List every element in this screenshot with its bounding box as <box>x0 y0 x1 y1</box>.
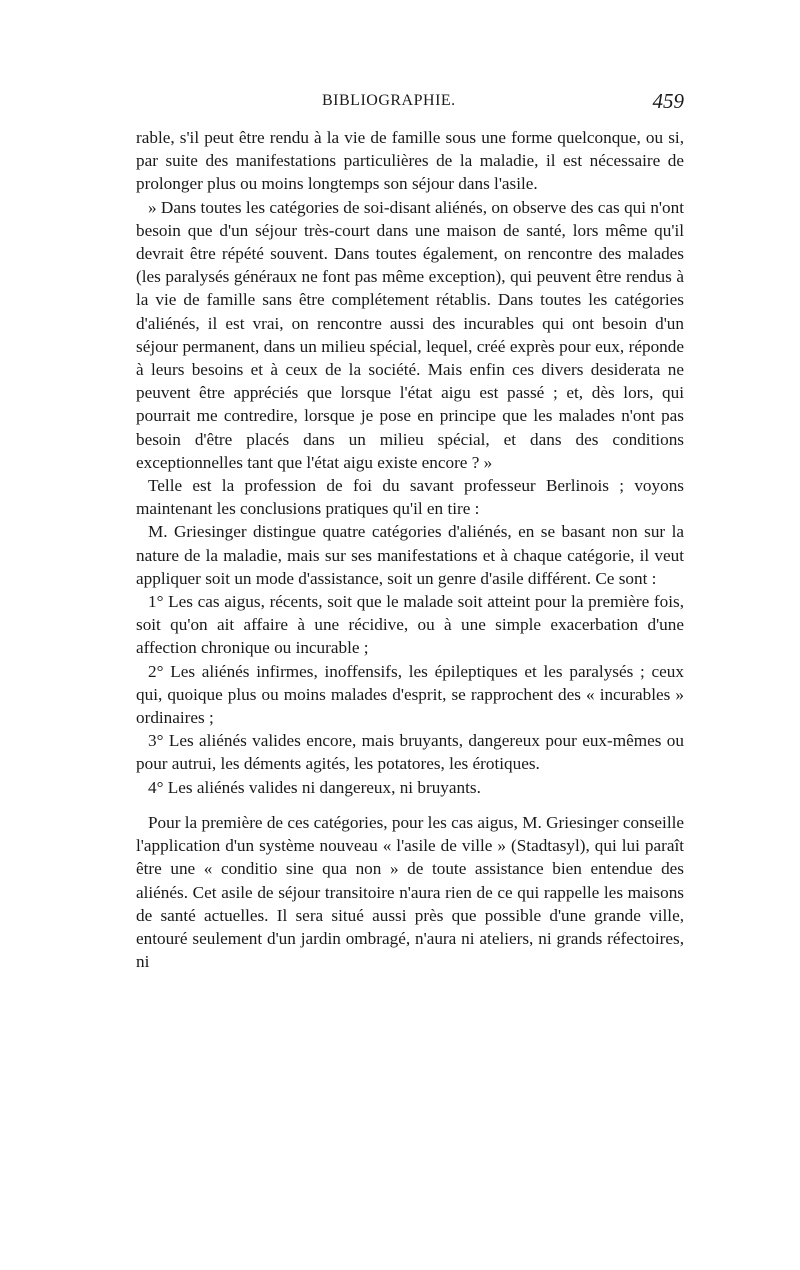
list-item-category-4: 4° Les aliénés valides ni dangereux, ni bruyants. <box>148 777 481 797</box>
paragraph-profession-de-foi: Telle est la profession de foi du savant professeur Berlinois ; voyons maintenant les conclusions pratiques qu'il en tire : <box>136 476 684 519</box>
running-title: BIBLIOGRAPHIE. <box>322 92 456 109</box>
list-item-category-2: 2° Les aliénés infirmes, inoffensifs, les épileptiques et les paralysés ; ceux qui, quoique plus ou moins malades d'esprit, se rapprochent des « incurables » ordinaires ; <box>136 661 684 728</box>
paragraph-continuation: rable, s'il peut être rendu à la vie de famille sous une forme quelconque, ou si, par suite des manifestations particulières de la maladie, il est nécessaire de prolonger plus ou moins longtemps son séjour dans l'asile. <box>136 128 684 194</box>
page-number: 459 <box>652 89 684 113</box>
running-header <box>136 89 684 116</box>
paragraph-quotation: » Dans toutes les catégories de soi-disant aliénés, on observe des cas qui n'ont besoin que d'un séjour très-court dans une maison de santé, lors même qu'il devrait être répété souvent. Dans toutes également, on rencontre des malades (les paralysés généraux ne font pas même exception), qui peuvent être rendus à la vie de famille sans être complétement rétablis. Dans toutes les catégories d'aliénés, il est vrai, on rencontre aussi des incurables qui ont besoin d'un séjour permanent, dans un milieu spécial, lequel, créé exprès pour eux, réponde à leurs besoins et à ceux de la société. Mais enfin ces divers desiderata ne peuvent être appréciés que lorsque l'état aigu est passé ; et, dès lors, qui pourrait me contredire, lorsque je pose en principe que les malades n'ont pas besoin d'être placés dans un milieu spécial, et dans des conditions exceptionnelles tant que l'état aigu existe encore ? » <box>136 197 684 472</box>
body-text <box>136 126 684 973</box>
list-item-category-3: 3° Les aliénés valides encore, mais bruyants, dangereux pour eux-mêmes ou pour autrui, les déments agités, les potatores, les érotiques. <box>136 731 684 774</box>
paragraph-categories-intro: M. Griesinger distingue quatre catégories d'aliénés, en se basant non sur la nature de la maladie, mais sur ses manifestations et à chaque catégorie, il veut appliquer soit un mode d'assistance, soit un genre d'asile différent. Ce sont : <box>136 522 684 588</box>
paragraph-stadtasyl: Pour la première de ces catégories, pour les cas aigus, M. Griesinger conseille l'application d'un système nouveau « l'asile de ville » (Stadtasyl), qui lui paraît être une « conditio sine qua non » de toute assistance bien entendue des aliénés. Cet asile de séjour transitoire n'aura rien de ce qui rappelle les maisons de santé actuelles. Il sera situé aussi près que possible d'une grande ville, entouré seulement d'un jardin ombragé, n'aura ni ateliers, ni grands réfectoires, ni <box>136 812 684 972</box>
list-item-category-1: 1° Les cas aigus, récents, soit que le malade soit atteint pour la première fois, soit qu'on ait affaire à une récidive, ou à une simple exacerbation d'une affection chronique ou incurable ; <box>136 592 684 658</box>
